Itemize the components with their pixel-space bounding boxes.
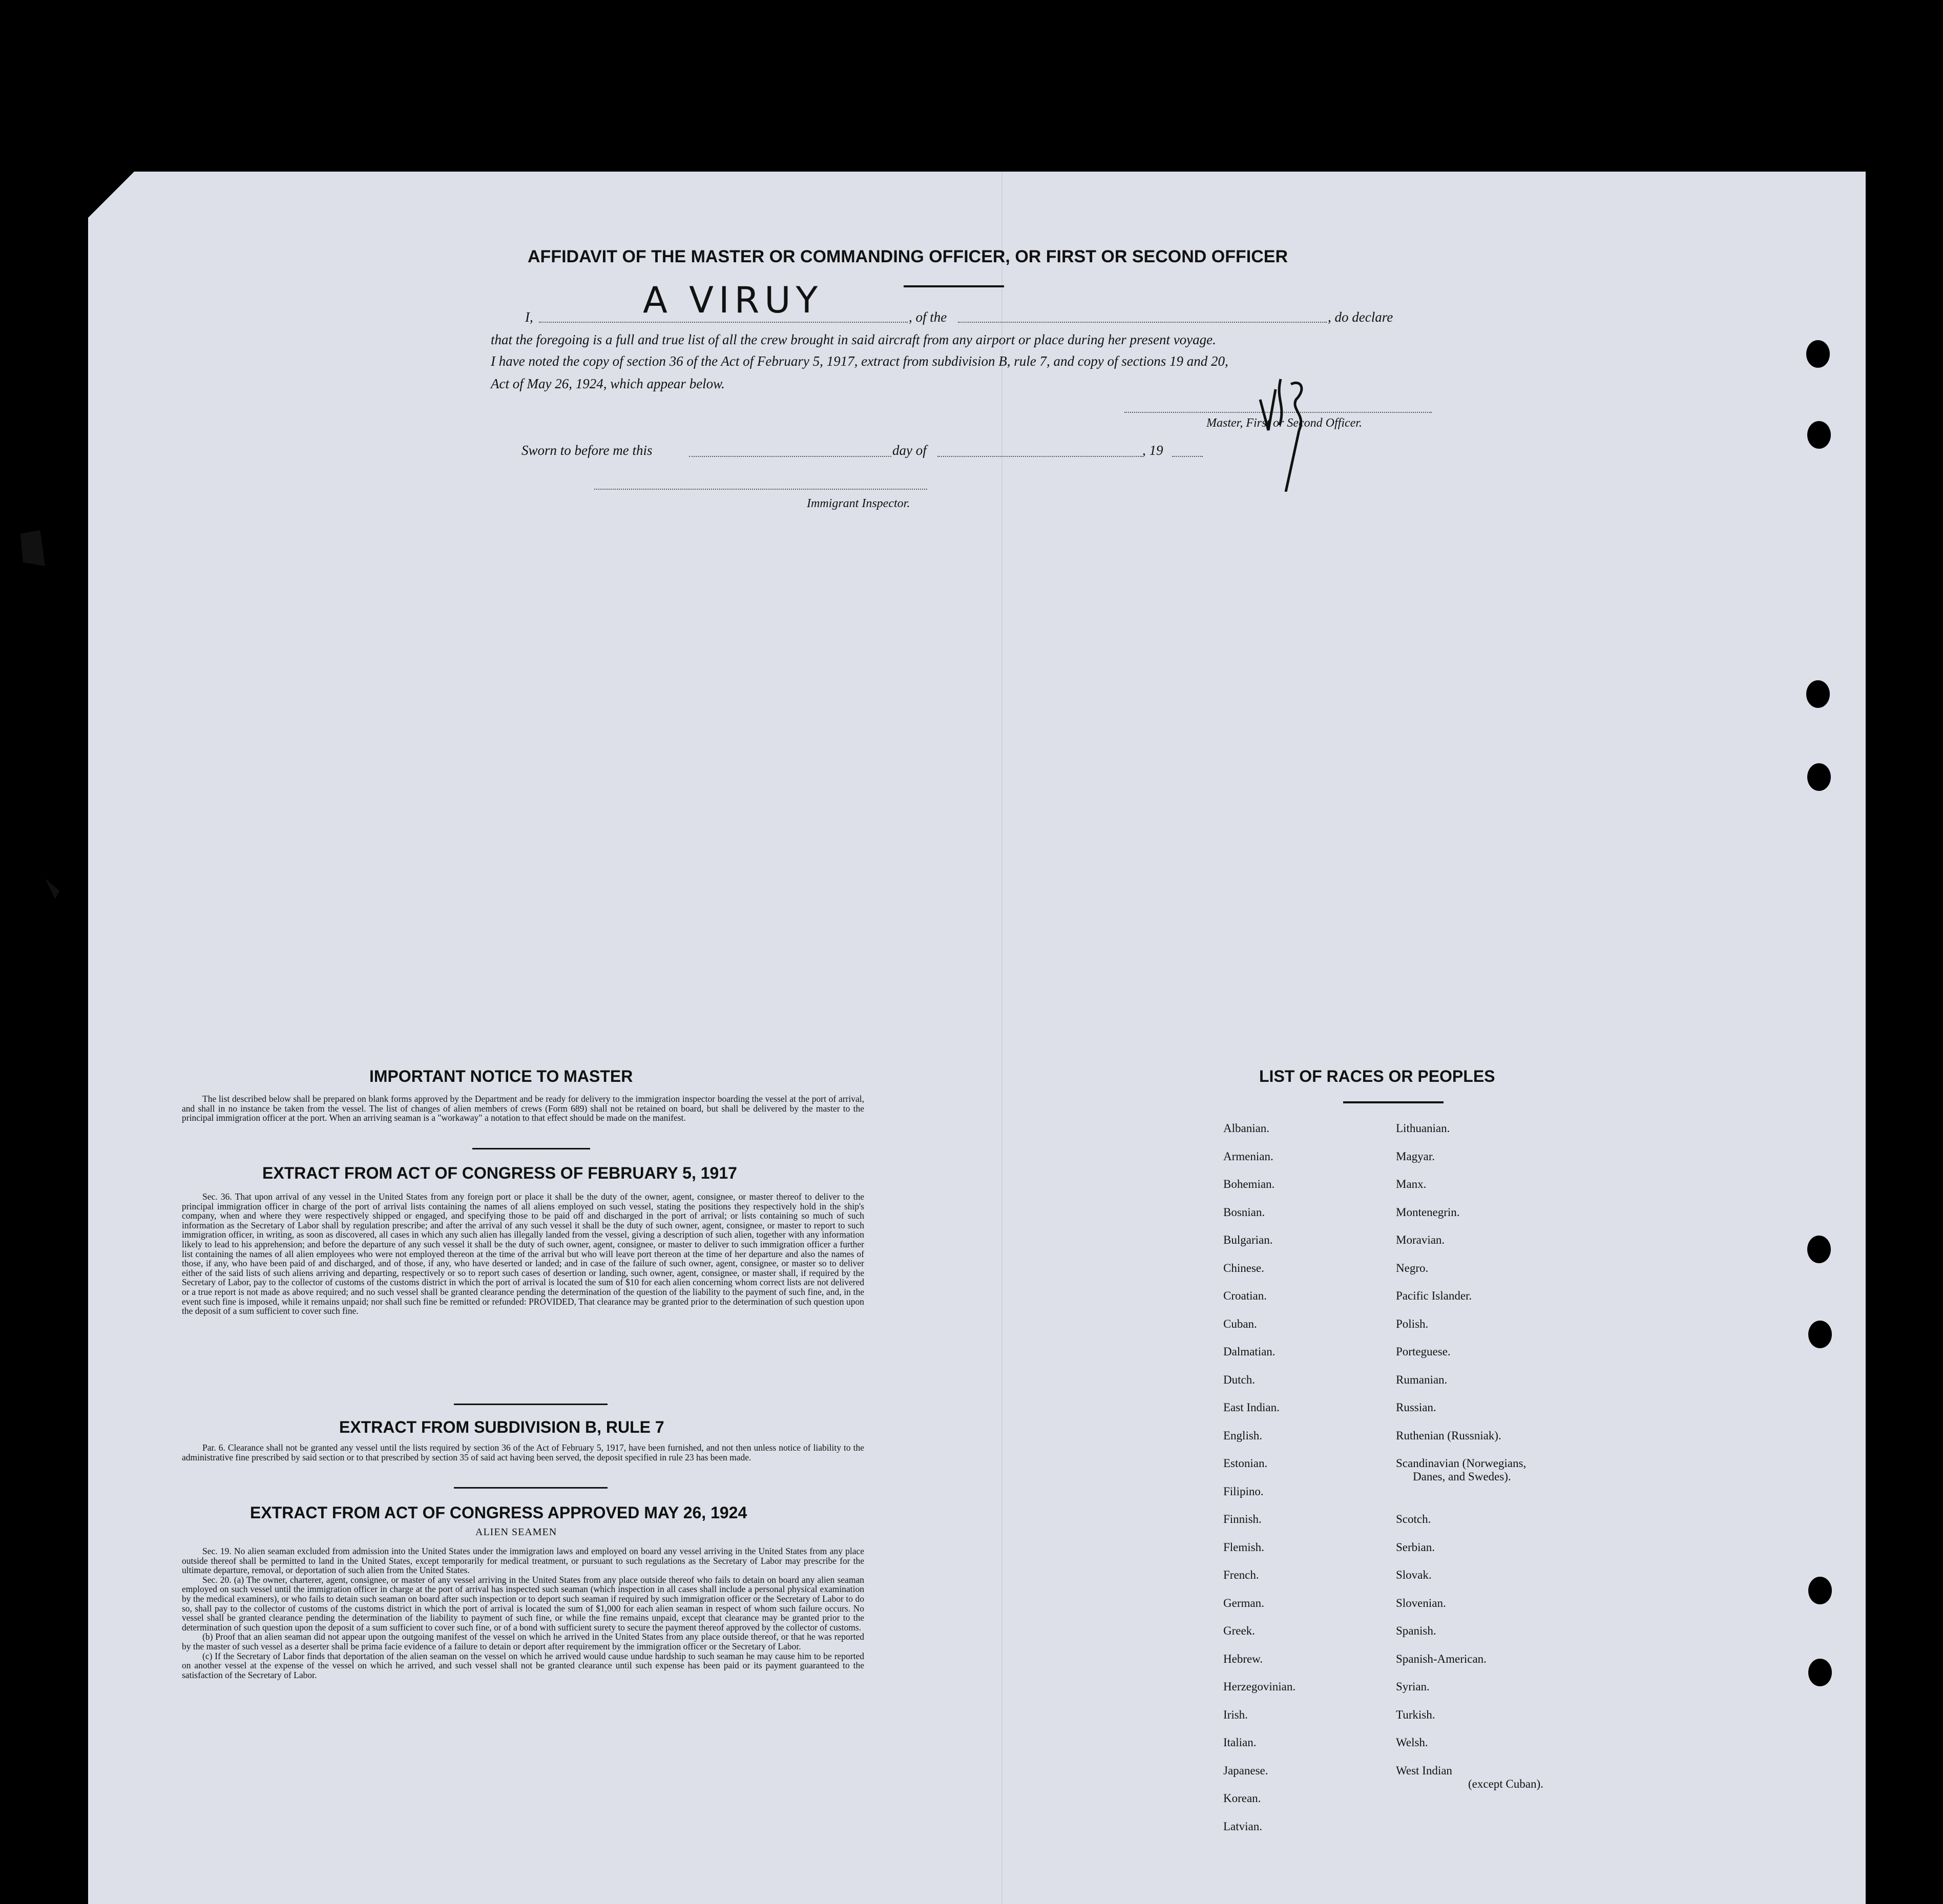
race-item: West Indian <box>1396 1764 1452 1777</box>
race-item: Korean. <box>1223 1792 1261 1805</box>
extract-1917-paragraph: Sec. 36. That upon arrival of any vessel in the United States from any foreign port or place it shall be the duty of the owner, agent, consignee, or master thereof to deliver to the principal immigration officer in charge of the port of arrival lists containing the names of all aliens employed on such vessel, stating the positions they respectively hold in the ship's company, when and where they were respectively shipped or engaged, and specifying those to be paid off and discharged in the port of arrival; or lists containing so much of such information as the Secretary of Labor shall by regulation prescribe; and after the arrival of any such vessel it shall be the duty of such owner, agent, consignee, or master to report to such immigration officer, in writing, as soon as discovered, all cases in which any such alien has illegally landed from the vessel, giving a description of such alien, together with any information likely to lead to his apprehension; and before the departure of any such vessel it shall be the duty of such owner, agent, consignee, or master to deliver to such immigration officer a further list containing the names of all alien employees who were not employed thereon at the time of the arrival but who will leave port thereon at the time of her departure and also the names of those, if any, who have been paid of and discharged, and of those, if any, who have deserted or landed; and in case of the failure of such owner, agent, consignee, or master so to deliver either of the said lists of such aliens arriving and departing, respectively or so to report such cases of desertion or landing, such owner, agent, consignee, or master shall, if required by the Secretary of Labor, pay to the collector of customs of the customs district in which the port of arrival is located the sum of $10 for each alien concerning whom correct lists are not delivered or a true report is not made as above required; and no such vessel shall be granted clearance pending the determination of the question of the liability to the payment of such fine, and, in the event such fine is imposed, while it remains unpaid; nor shall such fine be remitted or refunded: PROVIDED, That clearance may be granted prior to the determination of such question upon the deposit of a sum sufficient to cover such fine. <box>182 1191 864 1316</box>
affidavit-of-the: , of the <box>909 309 947 325</box>
affidavit-i-label: I, <box>525 309 533 325</box>
race-item: Estonian. <box>1223 1457 1268 1470</box>
race-item: Manx. <box>1396 1178 1427 1190</box>
race-item: Magyar. <box>1396 1150 1435 1163</box>
race-item: Albanian. <box>1223 1122 1270 1135</box>
race-item: Bohemian. <box>1223 1178 1275 1190</box>
sworn-month-line <box>937 456 1142 457</box>
alien-seamen-subtitle: ALIEN SEAMEN <box>475 1526 557 1538</box>
extract-1924-text <box>182 1546 864 1680</box>
race-item: Pacific Islander. <box>1396 1289 1472 1302</box>
punch-hole <box>1808 1577 1832 1604</box>
sec-20c-paragraph: (c) If the Secretary of Labor finds that deportation of the alien seaman on the vessel on which he arrived would cause undue hardship to such seaman he may cause him to be reported on another vessel at the expense of the vessel on which he arrived, and such vessel shall not be granted clearance until such expense has been paid or its payment guaranteed to the satisfaction of the Secretary of Labor. <box>182 1650 864 1680</box>
affidavit-do-declare: , do declare <box>1328 309 1393 325</box>
race-item: Bulgarian. <box>1223 1233 1273 1246</box>
race-item: Finnish. <box>1223 1513 1262 1525</box>
subdivision-paragraph: Par. 6. Clearance shall not be granted any vessel until the lists required by section 36 of the Act of February 5, 1917, have been furnished, and not then unless notice of liability to the administrative fine prescribed by said section or to that prescribed by section 35 of said act having been served, the deposit specified in rule 23 has been made. <box>182 1442 864 1462</box>
race-item: Cuban. <box>1223 1317 1257 1330</box>
notice-title: IMPORTANT NOTICE TO MASTER <box>369 1067 633 1085</box>
race-item: Porteguese. <box>1396 1345 1451 1358</box>
handwritten-name: A VIRUY <box>643 279 823 321</box>
affidavit-line-2: that the foregoing is a full and true list of all the crew brought in said aircraft from any airport or place during her present voyage. <box>491 332 1216 347</box>
race-item: English. <box>1223 1429 1263 1442</box>
race-item: (except Cuban). <box>1468 1777 1543 1790</box>
notice-rule <box>472 1148 590 1149</box>
race-item: Syrian. <box>1396 1680 1430 1693</box>
race-item: Bosnian. <box>1223 1206 1265 1219</box>
race-item: Turkish. <box>1396 1708 1435 1721</box>
affidavit-title-rule <box>904 285 1004 287</box>
punch-hole <box>1808 1659 1832 1686</box>
race-item: Scotch. <box>1396 1513 1431 1525</box>
race-item: Lithuanian. <box>1396 1122 1450 1135</box>
race-item: Serbian. <box>1396 1541 1435 1554</box>
races-rule <box>1343 1101 1444 1103</box>
punch-hole <box>1807 1236 1831 1263</box>
center-fold <box>1001 172 1002 1904</box>
subdivision-title: EXTRACT FROM SUBDIVISION B, RULE 7 <box>339 1418 664 1436</box>
race-item: Scandinavian (Norwegians, <box>1396 1457 1527 1470</box>
affidavit-line-3: I have noted the copy of section 36 of the Act of February 5, 1917, extract from subdivision B, rule 7, and copy of sections 19 and 20, <box>491 353 1228 369</box>
race-item: German. <box>1223 1597 1264 1609</box>
affidavit-title: AFFIDAVIT OF THE MASTER OR COMMANDING OFFICER, OR FIRST OR SECOND OFFICER <box>528 247 1288 266</box>
race-item: Greek. <box>1223 1624 1255 1637</box>
edge-mark <box>20 530 45 566</box>
race-item: Polish. <box>1396 1317 1429 1330</box>
race-item: Latvian. <box>1223 1820 1262 1833</box>
race-item: Filipino. <box>1223 1485 1264 1498</box>
punch-hole <box>1808 1321 1832 1348</box>
race-item: Negro. <box>1396 1262 1429 1274</box>
subdivision-text <box>182 1443 864 1462</box>
year-label: , 19 <box>1142 443 1163 458</box>
affidavit-line-4: Act of May 26, 1924, which appear below. <box>491 376 725 391</box>
race-item: Hebrew. <box>1223 1652 1263 1665</box>
extract-1917-rule <box>454 1404 608 1405</box>
officer-label: Master, First or Second Officer. <box>1206 416 1362 430</box>
vessel-field-line <box>958 322 1327 323</box>
name-field-line <box>539 322 908 323</box>
race-item: Croatian. <box>1223 1289 1267 1302</box>
day-of-label: day of <box>892 443 927 458</box>
sec-20b-paragraph: (b) Proof that an alien seaman did not appear upon the outgoing manifest of the vessel on which he arrived in the United States from any place outside thereof, or that he was reported by the master of such vessel as a deserter shall be prima facie evidence of a failure to detain or deport after requirement by the immigration officer or the Secretary of Labor. <box>182 1631 864 1651</box>
race-item: Danes, and Swedes). <box>1413 1470 1511 1483</box>
race-item: Ruthenian (Russniak). <box>1396 1429 1501 1442</box>
extract-1917-text <box>182 1192 864 1316</box>
extract-1924-title: EXTRACT FROM ACT OF CONGRESS APPROVED MAY 26, 1924 <box>250 1503 747 1522</box>
inspector-signature-line <box>594 489 927 490</box>
race-item: Welsh. <box>1396 1736 1428 1749</box>
inspector-label: Immigrant Inspector. <box>807 497 910 510</box>
punch-hole <box>1806 340 1830 368</box>
race-item: Herzegovinian. <box>1223 1680 1296 1693</box>
extract-1917-title: EXTRACT FROM ACT OF CONGRESS OF FEBRUARY 5, 1917 <box>262 1164 737 1182</box>
race-item: Dalmatian. <box>1223 1345 1276 1358</box>
race-item: Spanish. <box>1396 1624 1436 1637</box>
race-item: East Indian. <box>1223 1401 1280 1414</box>
race-item: Slovak. <box>1396 1568 1432 1581</box>
sec-19-paragraph: Sec. 19. No alien seaman excluded from admission into the United States under the immigration laws and employed on board any vessel arriving in the United States from any place outside thereof shall be permitted to land in the United States, except temporarily for medical treatment, or pursuant to such regulations as the Secretary of Labor may prescribe for the ultimate departure, removal, or deportation of such alien from the United States. <box>182 1546 864 1576</box>
notice-paragraph: The list described below shall be prepared on blank forms approved by the Department and be ready for delivery to the immigration inspector boarding the vessel at the port of arrival, and shall in no instance be taken from the vessel. The list of changes of alien members of crews (Form 689) shall not be retained on board, but shall be delivered by the master to the principal immigration officer at the port. When an arriving seaman is a "workaway" a notation to that effect should be made on the manifest. <box>182 1094 864 1123</box>
race-item: Rumanian. <box>1396 1373 1448 1386</box>
punch-hole <box>1807 421 1831 449</box>
sworn-year-line <box>1172 456 1203 457</box>
race-item: Spanish-American. <box>1396 1652 1487 1665</box>
race-item: Irish. <box>1223 1708 1248 1721</box>
race-item: Chinese. <box>1223 1262 1264 1274</box>
race-item: Italian. <box>1223 1736 1257 1749</box>
sworn-label: Sworn to before me this <box>521 443 653 458</box>
races-title: LIST OF RACES OR PEOPLES <box>1259 1067 1495 1085</box>
subdivision-rule <box>454 1487 608 1489</box>
sworn-day-line <box>689 456 891 457</box>
folded-corner <box>88 172 134 218</box>
race-item: Russian. <box>1396 1401 1436 1414</box>
race-item: Moravian. <box>1396 1233 1445 1246</box>
race-item: Flemish. <box>1223 1541 1264 1554</box>
punch-hole <box>1807 763 1831 791</box>
race-item: Slovenian. <box>1396 1597 1446 1609</box>
notice-text <box>182 1094 864 1123</box>
punch-hole <box>1806 680 1830 708</box>
sec-20a-paragraph: Sec. 20. (a) The owner, charterer, agent, consignee, or master of any vessel arriving in the United States from any place outside thereof who fails to detain on board any alien seaman employed on such vessel until the immigration officer in charge at the port of arrival has inspected such seaman (which inspection in all cases shall include a personal physical examination by the medical examiners), or who fails to detain such seaman on board after such inspection or to deport such seaman if required by such immigration officer or the Secretary of Labor to do so, shall pay to the collector of customs of the customs district in which the port of arrival is located the sum of $1,000 for each alien seaman in respect of whom such failure occurs. No vessel shall be granted clearance pending the determination of the liability to payment of such fine, or while the fine remains unpaid, except that clearance may be granted prior to the determination of such question upon the deposit of a sum sufficient to cover such fine, or of a bond with sufficient surety to secure the payment thereof approved by the collector of customs. <box>182 1574 864 1633</box>
officer-signature <box>1250 369 1322 492</box>
race-item: Armenian. <box>1223 1150 1273 1163</box>
race-item: French. <box>1223 1568 1259 1581</box>
race-item: Dutch. <box>1223 1373 1255 1386</box>
edge-mark <box>45 878 59 899</box>
race-item: Montenegrin. <box>1396 1206 1460 1219</box>
race-item: Japanese. <box>1223 1764 1268 1777</box>
